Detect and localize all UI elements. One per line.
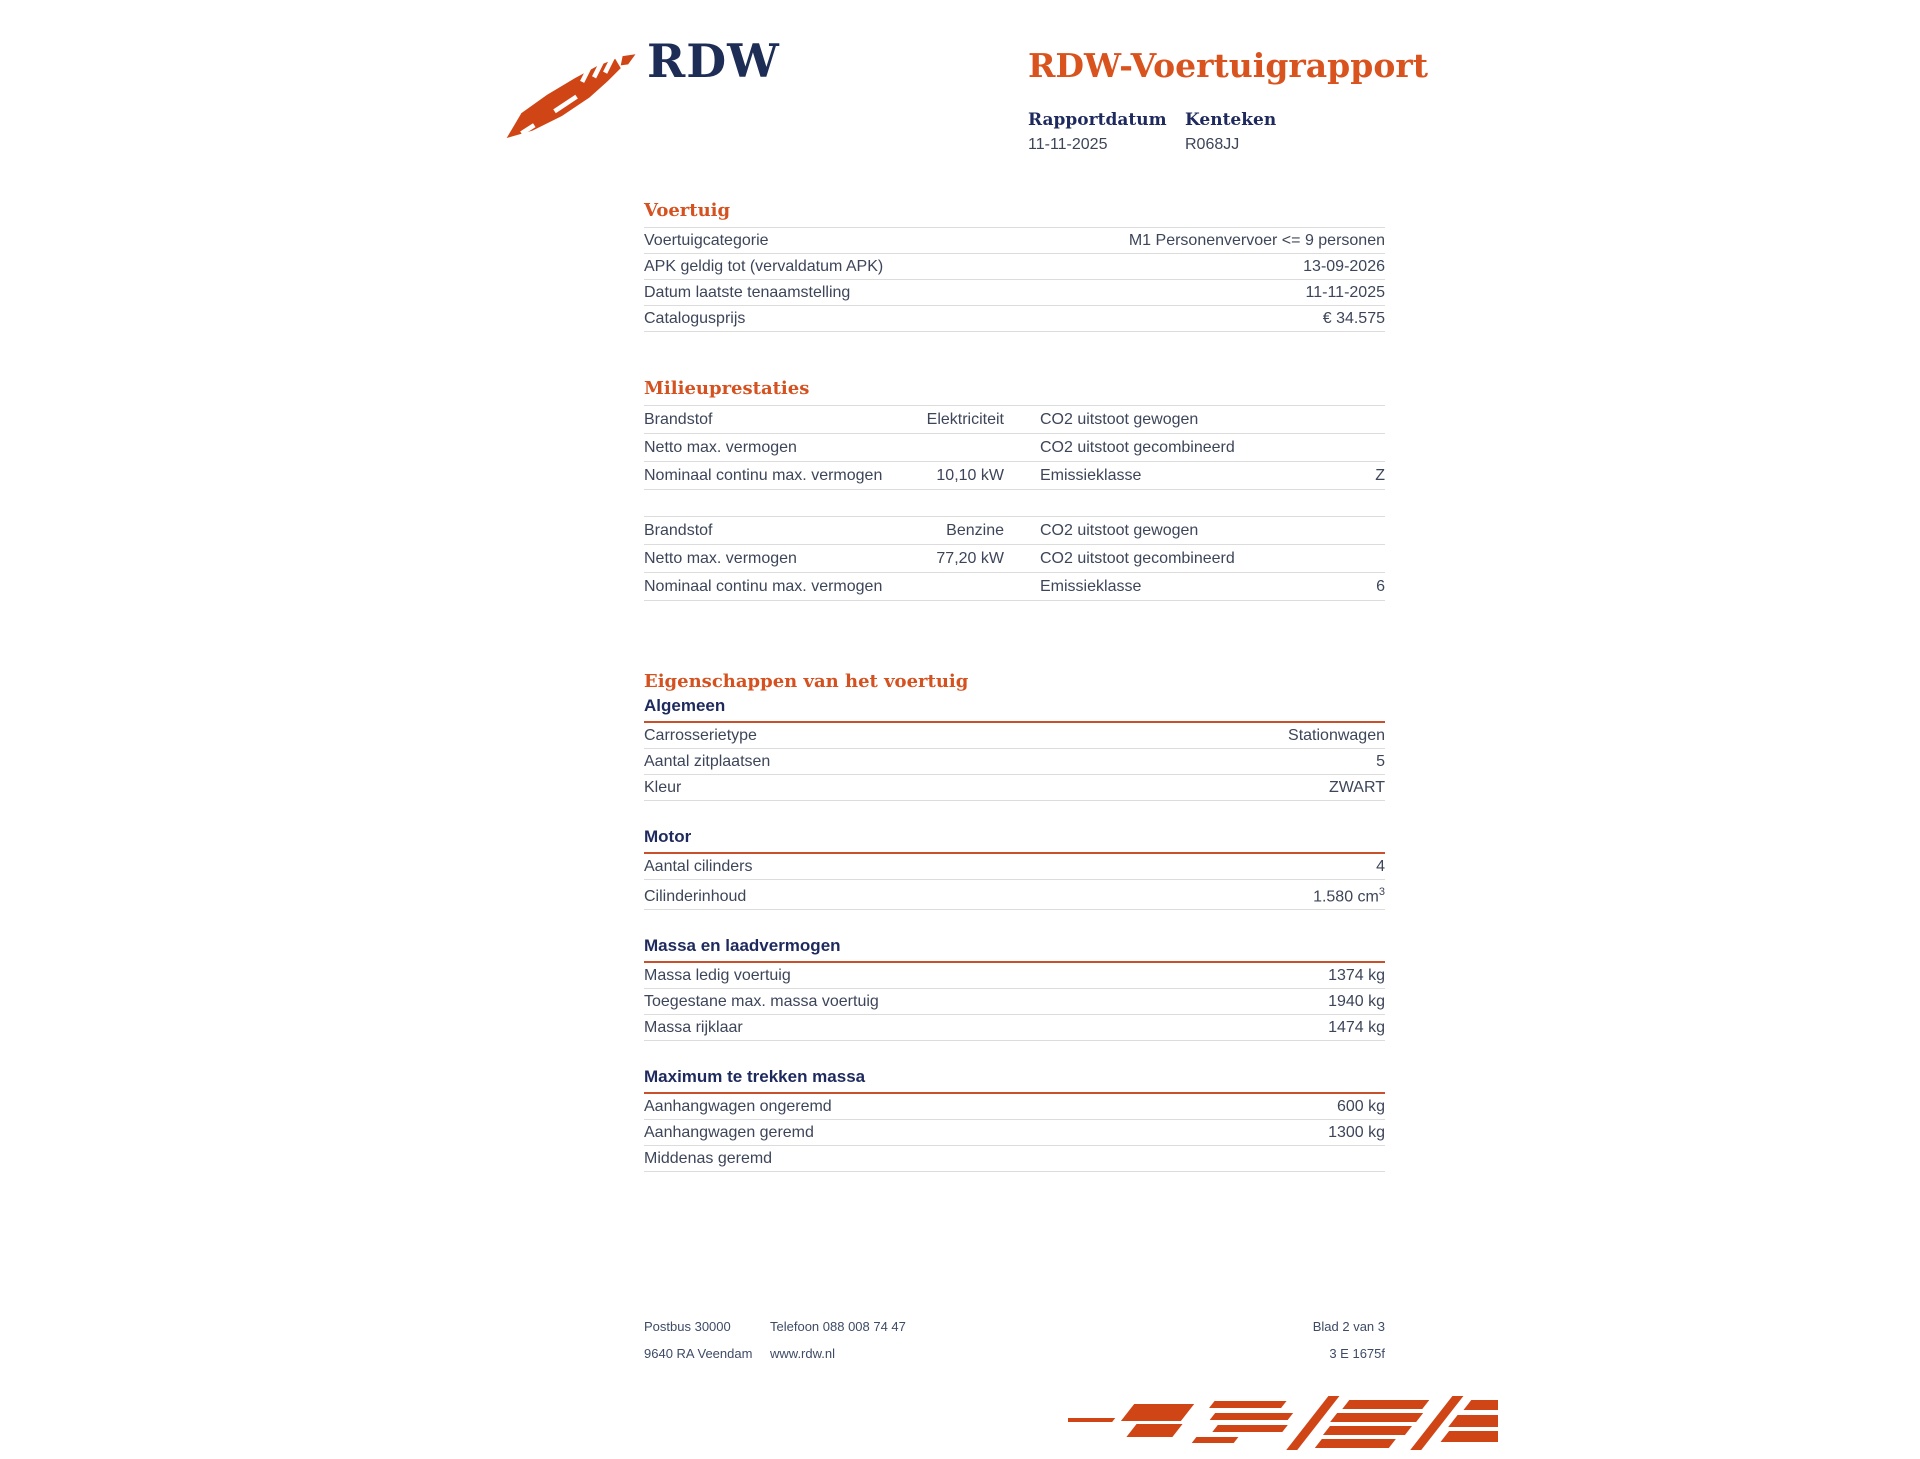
footer-page-number: Blad 2 van 3: [1312, 1319, 1385, 1334]
row-label: Emissieklasse: [1040, 578, 1142, 595]
row-value: Elektriciteit: [926, 411, 1004, 428]
row-value: 1374 kg: [1328, 967, 1385, 985]
section-eigenschappen: [644, 671, 1385, 1172]
row-label: Cilinderinhoud: [644, 888, 747, 906]
table-row: [644, 253, 1385, 279]
table-row: [644, 880, 1385, 910]
row-label: CO2 uitstoot gewogen: [1040, 522, 1199, 539]
row-value: 5: [1376, 753, 1385, 770]
report-meta: [1028, 110, 1342, 154]
row-value: 4: [1376, 858, 1385, 875]
page-footer: [644, 1320, 1385, 1374]
subsection-heading: Motor: [644, 827, 692, 846]
row-label: Emissieklasse: [1040, 467, 1142, 484]
footer-phone: Telefoon 088 008 74 47: [770, 1319, 906, 1334]
row-value: Z: [1375, 467, 1385, 484]
table-row: [644, 405, 1385, 433]
voertuig-table: [644, 227, 1385, 332]
table-row: [644, 544, 1385, 572]
row-label: Aanhangwagen geremd: [644, 1124, 814, 1142]
row-label: Datum laatste tenaamstelling: [644, 284, 851, 301]
section-voertuig: [644, 200, 1385, 332]
section-milieuprestaties: [644, 378, 1385, 601]
row-label: CO2 uitstoot gewogen: [1040, 411, 1199, 428]
subsection-algemeen: [644, 694, 1385, 801]
footer-contact: [644, 1320, 906, 1374]
row-label: CO2 uitstoot gecombineerd: [1040, 439, 1235, 456]
table-row: [644, 461, 1385, 490]
footer-website: www.rdw.nl: [770, 1346, 836, 1361]
page-title: RDW-Voertuigrapport: [1028, 46, 1428, 85]
row-label: Toegestane max. massa voertuig: [644, 993, 879, 1011]
trekken-massa-table: [644, 1094, 1385, 1172]
license-plate-block: [1185, 110, 1342, 154]
license-plate-label: Kenteken: [1185, 110, 1277, 130]
table-row: [644, 516, 1385, 544]
row-value: 1474 kg: [1328, 1019, 1385, 1037]
footer-address-line1: Postbus 30000: [644, 1319, 731, 1334]
subsection-trekken-massa: [644, 1065, 1385, 1172]
milieu-block-benzine: [644, 516, 1385, 601]
table-row: [644, 1094, 1385, 1120]
footer-page-info: [1313, 1320, 1385, 1374]
footer-doc-code: 3 E 1675f: [1329, 1346, 1385, 1361]
motor-table: [644, 854, 1385, 910]
rdw-flag-icon: [1068, 1394, 1498, 1454]
section-heading-voertuig: Voertuig: [644, 200, 731, 221]
subsection-motor: [644, 825, 1385, 910]
row-label: Nominaal continu max. vermogen: [644, 578, 883, 595]
subsection-heading: Maximum te trekken massa: [644, 1067, 866, 1087]
row-label: Massa ledig voertuig: [644, 967, 791, 985]
row-label: Carrosserietype: [644, 727, 757, 744]
subsection-heading: Massa en laadvermogen: [644, 936, 841, 956]
row-label: Netto max. vermogen: [644, 439, 797, 456]
subsection-heading: Algemeen: [644, 696, 726, 715]
section-heading-eigenschappen: Eigenschappen van het voertuig: [644, 671, 969, 692]
rdw-feather-icon: [503, 52, 641, 144]
report-date-value: 11-11-2025: [1028, 136, 1108, 153]
rdw-wordmark: RDW: [647, 34, 780, 88]
table-row: [644, 433, 1385, 461]
report-date-block: [1028, 110, 1185, 154]
row-label: Brandstof: [644, 411, 713, 428]
row-value: 1300 kg: [1328, 1124, 1385, 1142]
table-row: [644, 1120, 1385, 1146]
footer-address-line2: 9640 RA Veendam: [644, 1346, 753, 1361]
table-row: [644, 227, 1385, 253]
row-value: [1313, 884, 1385, 905]
rdw-flag-graphic: [1068, 1394, 1498, 1440]
row-value: 11-11-2025: [1305, 284, 1385, 301]
footer-phone-web: [770, 1320, 906, 1374]
row-label: Catalogusprijs: [644, 310, 746, 327]
row-label: Brandstof: [644, 522, 713, 539]
footer-address: [644, 1320, 770, 1374]
row-value: 77,20 kW: [936, 550, 1004, 567]
license-plate-value: R068JJ: [1185, 136, 1240, 153]
table-row: [644, 854, 1385, 880]
table-row: [644, 989, 1385, 1015]
row-value: Stationwagen: [1288, 727, 1385, 744]
row-label: Voertuigcategorie: [644, 232, 769, 249]
row-value: Benzine: [946, 522, 1004, 539]
table-row: [644, 279, 1385, 305]
row-label: Kleur: [644, 779, 682, 796]
table-row: [644, 775, 1385, 801]
table-row: [644, 723, 1385, 749]
row-value-text: 1.580 cm: [1313, 888, 1379, 906]
superscript-3: 3: [1378, 886, 1385, 898]
row-value: 13-09-2026: [1303, 258, 1385, 275]
subsection-massa: [644, 934, 1385, 1041]
table-row: [644, 963, 1385, 989]
report-date-label: Rapportdatum: [1028, 110, 1167, 130]
table-row: [644, 305, 1385, 332]
row-label: Nominaal continu max. vermogen: [644, 467, 883, 484]
row-value: M1 Personenvervoer <= 9 personen: [1128, 232, 1385, 249]
row-label: Massa rijklaar: [644, 1019, 743, 1037]
row-label: Middenas geremd: [644, 1150, 773, 1168]
row-value: 6: [1376, 578, 1385, 595]
row-label: Aantal cilinders: [644, 858, 753, 875]
table-row: [644, 1015, 1385, 1041]
row-label: CO2 uitstoot gecombineerd: [1040, 550, 1235, 567]
milieu-block-elektriciteit: [644, 405, 1385, 490]
rdw-logo: [503, 34, 780, 144]
row-value: 10,10 kW: [936, 467, 1004, 484]
table-row: [644, 1146, 1385, 1172]
row-label: APK geldig tot (vervaldatum APK): [644, 258, 884, 275]
row-value: € 34.575: [1322, 310, 1385, 327]
row-value: 1940 kg: [1328, 993, 1385, 1011]
algemeen-table: [644, 723, 1385, 801]
row-value: ZWART: [1329, 779, 1385, 796]
table-row: [644, 572, 1385, 601]
massa-table: [644, 963, 1385, 1041]
row-label: Netto max. vermogen: [644, 550, 797, 567]
row-value: 600 kg: [1336, 1098, 1385, 1116]
table-row: [644, 749, 1385, 775]
report-content: [644, 200, 1385, 1172]
row-label: Aanhangwagen ongeremd: [644, 1098, 832, 1116]
section-heading-milieuprestaties: Milieuprestaties: [644, 378, 810, 399]
row-label: Aantal zitplaatsen: [644, 753, 771, 770]
